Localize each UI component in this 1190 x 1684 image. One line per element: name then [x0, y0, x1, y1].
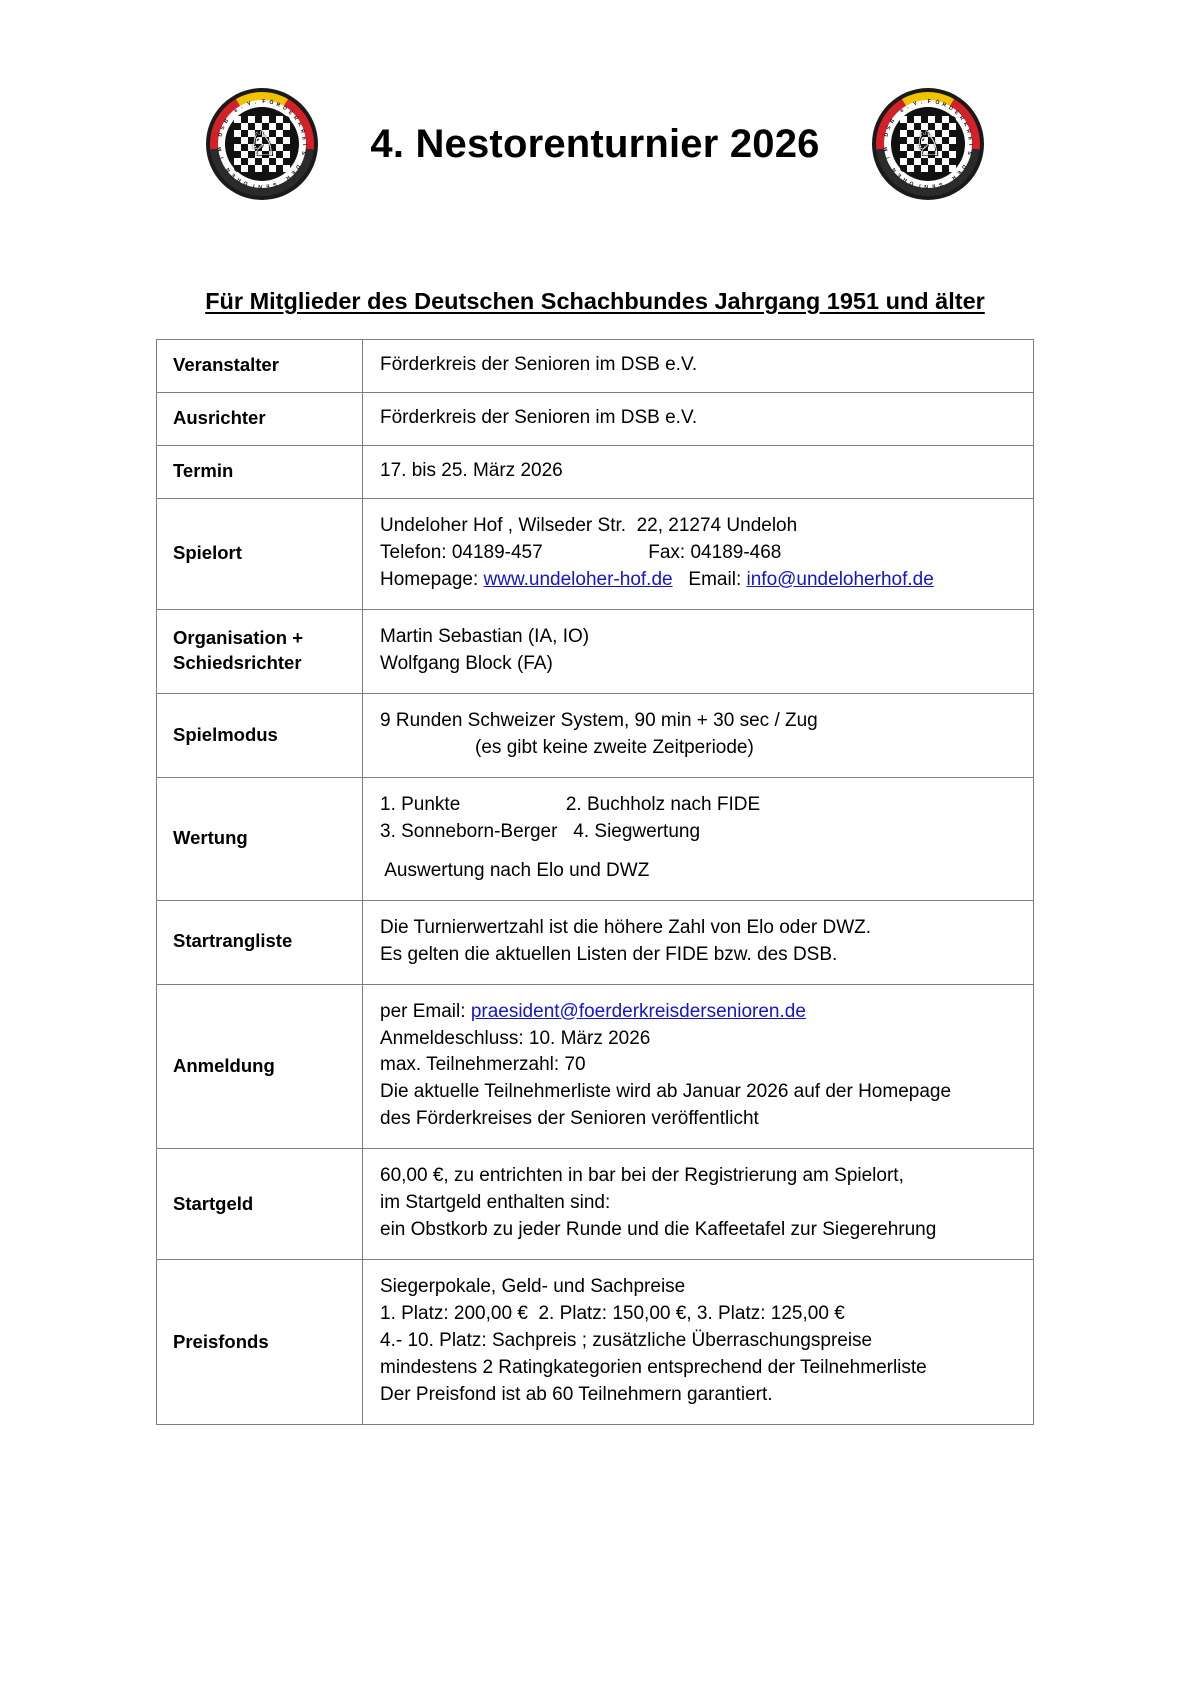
row-label-organisation: [157, 609, 363, 693]
row-label-startrangliste: Startrangliste: [157, 900, 363, 984]
text-line: Undeloher Hof , Wilseder Str. 22, 21274 Undeloh: [380, 514, 798, 536]
row-value-startrangliste: [363, 900, 1034, 984]
label-line: Schiedsrichter: [173, 651, 302, 673]
text-line: 3. Sonneborn-Berger 4. Siegwertung: [380, 820, 701, 842]
page-title: 4. Nestorenturnier 2026: [370, 122, 820, 166]
text-line: Wolfgang Block (FA): [380, 652, 553, 674]
label-line: Organisation +: [173, 627, 304, 649]
table-row: [157, 609, 1034, 693]
document-header: [0, 0, 1190, 200]
row-value-wertung: [363, 777, 1034, 900]
text-line: ein Obstkorb zu jeder Runde und die Kaffeetafel zur Siegerehrung: [380, 1219, 937, 1241]
row-value-spielort: [363, 498, 1034, 609]
eligibility-subtitle: Für Mitglieder des Deutschen Schachbundes Jahrgang 1951 und älter: [205, 288, 985, 314]
registration-email-link[interactable]: praesident@foerderkreisdersenioren.de: [470, 1000, 806, 1022]
email-label: Email:: [672, 568, 747, 590]
text-line: Förderkreis der Senioren im DSB e.V.: [380, 406, 698, 428]
text-line: (es gibt keine zweite Zeitperiode): [380, 736, 754, 758]
row-label-veranstalter: Veranstalter: [157, 340, 363, 393]
row-value-preisfonds: [363, 1260, 1034, 1425]
row-label-ausrichter: Ausrichter: [157, 392, 363, 445]
row-value-anmeldung: [363, 984, 1034, 1149]
text-line: Martin Sebastian (IA, IO): [380, 625, 590, 647]
email-label: per Email:: [380, 1000, 471, 1022]
row-value-termin: [363, 445, 1034, 498]
spacer: [380, 846, 1019, 858]
row-label-termin: Termin: [157, 445, 363, 498]
logo-ring-text: F Ö R D E R K R E I S D E R S E N I O R E N I M D S B e . V .: [217, 99, 308, 189]
text-line: 60,00 €, zu entrichten in bar bei der Registrierung am Spielort,: [380, 1165, 904, 1187]
text-line: Es gelten die aktuellen Listen der FIDE bzw. des DSB.: [380, 943, 838, 965]
knight-icon: ♘: [247, 125, 278, 163]
table-row: [157, 693, 1034, 777]
text-line: Siegerpokale, Geld- und Sachpreise: [380, 1276, 686, 1298]
row-value-organisation: [363, 609, 1034, 693]
foerderkreis-senioren-dsb-logo-right: [872, 88, 984, 200]
row-label-preisfonds: Preisfonds: [157, 1260, 363, 1425]
registration-email-line: [380, 999, 1019, 1026]
tournament-details-table: [156, 339, 1034, 1425]
text-line: mindestens 2 Ratingkategorien entsprechend der Teilnehmerliste: [380, 1357, 927, 1379]
contact-line: [380, 567, 1019, 594]
text-line: Der Preisfond ist ab 60 Teilnehmern garantiert.: [380, 1384, 773, 1406]
text-line: 9 Runden Schweizer System, 90 min + 30 sec / Zug: [380, 709, 818, 731]
table-row: [157, 340, 1034, 393]
foerderkreis-senioren-dsb-logo: [206, 88, 318, 200]
row-label-spielort: Spielort: [157, 498, 363, 609]
table-row: [157, 777, 1034, 900]
subtitle-container: [0, 288, 1190, 315]
homepage-label: Homepage:: [380, 568, 484, 590]
text-line: max. Teilnehmerzahl: 70: [380, 1054, 586, 1076]
text-line: Anmeldeschluss: 10. März 2026: [380, 1027, 651, 1049]
logo-ring-text: F Ö R D E R K R E I S D E R S E N I O R E N I M D S B e . V .: [882, 99, 973, 189]
text-line: Die Turnierwertzahl ist die höhere Zahl von Elo oder DWZ.: [380, 916, 872, 938]
row-value-ausrichter: [363, 392, 1034, 445]
row-label-wertung: Wertung: [157, 777, 363, 900]
table-row: [157, 392, 1034, 445]
text-line: Auswertung nach Elo und DWZ: [380, 859, 650, 881]
table-row: [157, 1149, 1034, 1260]
table-row: [157, 1260, 1034, 1425]
table-row: [157, 984, 1034, 1149]
text-line: des Förderkreises der Senioren veröffentlicht: [380, 1108, 759, 1130]
text-line: Telefon: 04189-457 Fax: 04189-468: [380, 541, 782, 563]
table-row: [157, 445, 1034, 498]
text-line: Die aktuelle Teilnehmerliste wird ab Januar 2026 auf der Homepage: [380, 1081, 952, 1103]
table-row: [157, 900, 1034, 984]
text-line: 4.- 10. Platz: Sachpreis ; zusätzliche Überraschungspreise: [380, 1330, 873, 1352]
venue-email-link[interactable]: info@undeloherhof.de: [746, 568, 934, 590]
homepage-link[interactable]: www.undeloher-hof.de: [483, 568, 673, 590]
text-line: 17. bis 25. März 2026: [380, 459, 563, 481]
text-line: Förderkreis der Senioren im DSB e.V.: [380, 354, 698, 375]
row-value-veranstalter: [363, 340, 1034, 393]
table-row: [157, 498, 1034, 609]
row-label-startgeld: Startgeld: [157, 1149, 363, 1260]
text-line: 1. Platz: 200,00 € 2. Platz: 150,00 €, 3. Platz: 125,00 €: [380, 1303, 845, 1325]
text-line: im Startgeld enthalten sind:: [380, 1192, 611, 1214]
row-label-anmeldung: Anmeldung: [157, 984, 363, 1149]
knight-icon: ♘: [912, 125, 943, 163]
row-label-spielmodus: Spielmodus: [157, 693, 363, 777]
row-value-startgeld: [363, 1149, 1034, 1260]
row-value-spielmodus: [363, 693, 1034, 777]
text-line: 1. Punkte 2. Buchholz nach FIDE: [380, 793, 761, 815]
